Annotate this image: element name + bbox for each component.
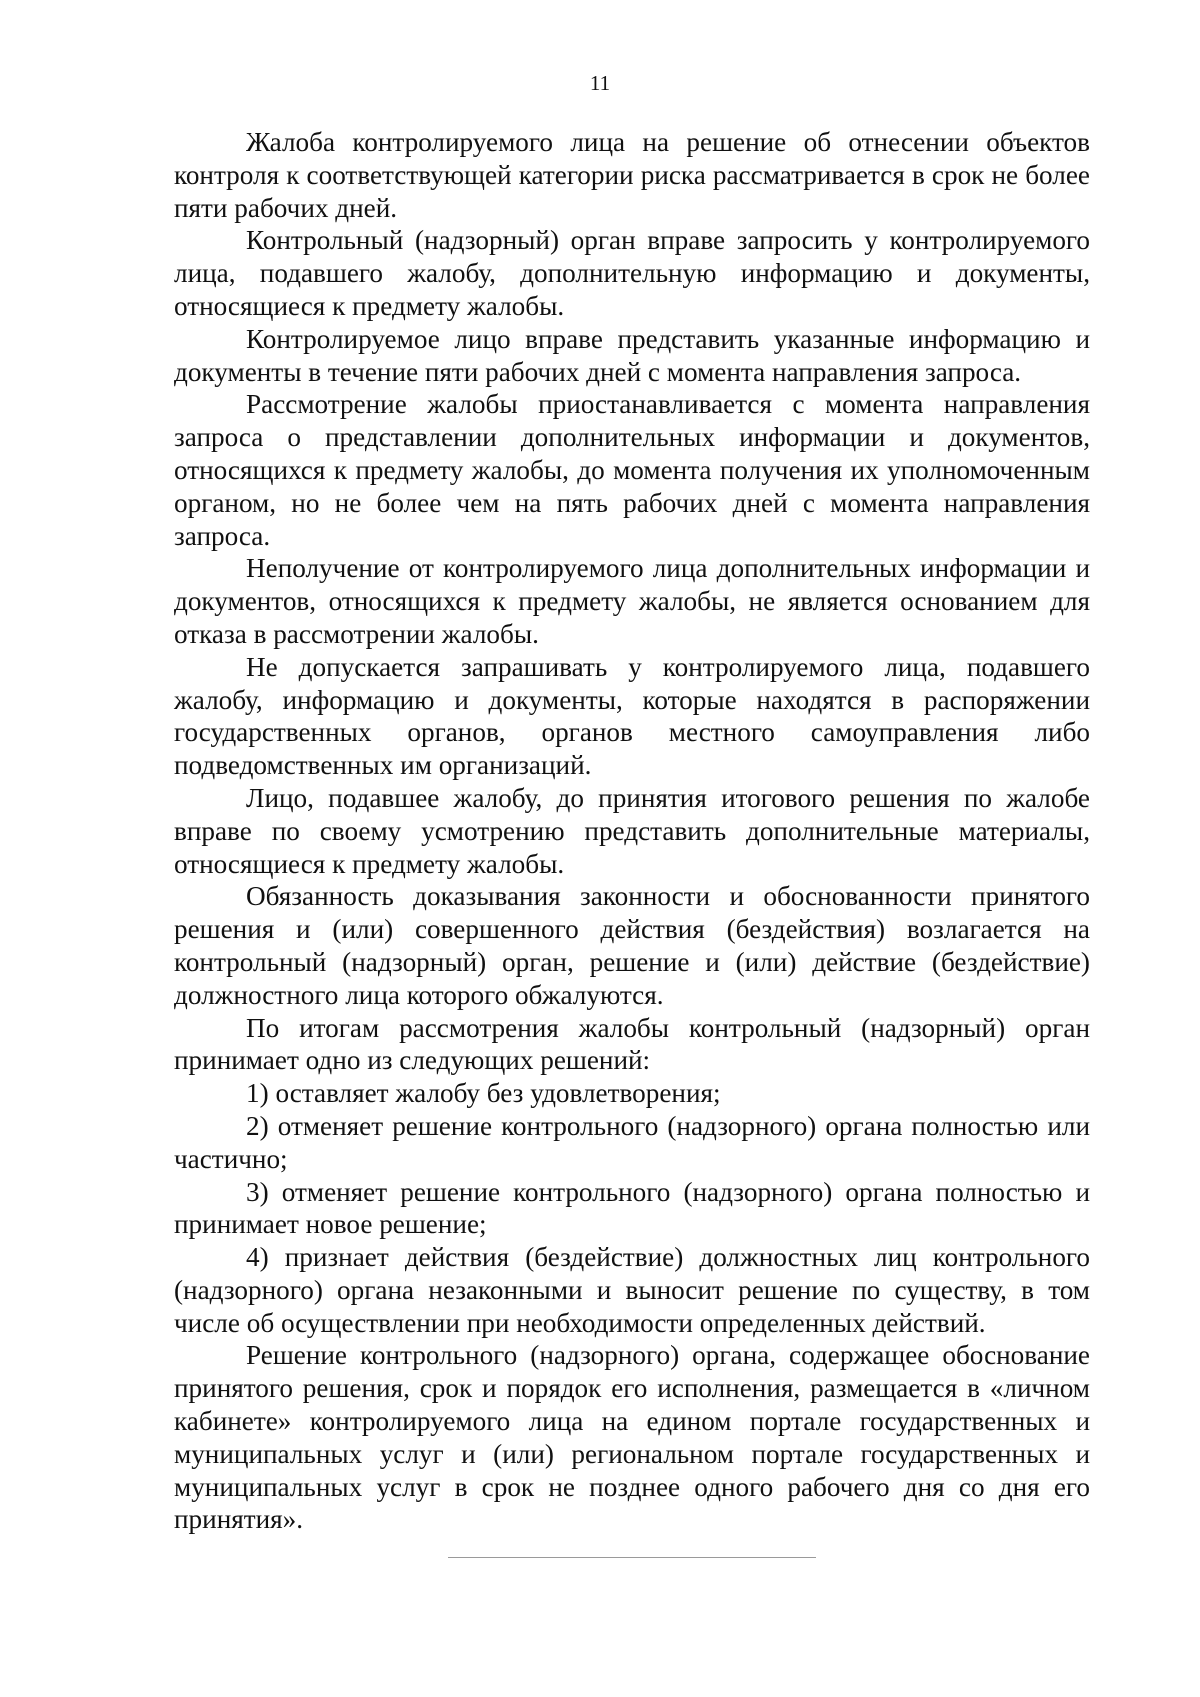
list-item-decision-3: 3) отменяет решение контрольного (надзорного) органа полностью и принимает новое решение; xyxy=(174,1176,1090,1240)
paragraph-additional-materials: Лицо, подавшее жалобу, до принятия итогового решения по жалобе вправе по своему усмотрению представить дополнительные материалы, относящиеся к предмету жалобы. xyxy=(174,782,1090,879)
paragraph-decision-publication: Решение контрольного (надзорного) органа, содержащее обоснование принятого решения, срок и порядок его исполнения, размещается в «личном кабинете» контролируемого лица на едином портале государственных и муниципальных услуг и (или) региональном портале государственных и муниципальных услуг в срок не позднее одного рабочего дня со дня его принятия». xyxy=(174,1340,1090,1535)
list-item-decision-2: 2) отменяет решение контрольного (надзорного) органа полностью или частично; xyxy=(174,1110,1090,1174)
end-separator-line xyxy=(448,1557,816,1558)
paragraph-complaint-risk-category: Жалоба контролируемого лица на решение об отнесении объектов контроля к соответствующей категории риска рассматривается в срок не более пяти рабочих дней. xyxy=(174,127,1090,223)
paragraph-decision-options-intro: По итогам рассмотрения жалобы контрольный (надзорный) орган принимает одно из следующих решений: xyxy=(174,1012,1090,1076)
list-item-decision-1: 1) оставляет жалобу без удовлетворения; xyxy=(246,1078,721,1109)
page-number: 11 xyxy=(589,71,611,95)
paragraph-request-information: Контрольный (надзорный) орган вправе запросить у контролируемого лица, подавшего жалобу, дополнительную информацию и документы, относящиеся к предмету жалобы. xyxy=(174,225,1090,321)
paragraph-suspension: Рассмотрение жалобы приостанавливается с момента направления запроса о представлении дополнительных информации и документов, относящихся к предмету жалобы, до момента получения их уполномоченным органом, но не более чем на пять рабочих дней с момента направления запроса. xyxy=(174,389,1090,551)
list-item-decision-4: 4) признает действия (бездействие) должностных лиц контрольного (надзорного) органа незаконными и выносит решение по существу, в том числе об осуществлении при необходимости определенных действий. xyxy=(174,1242,1090,1338)
paragraph-non-receipt: Неполучение от контролируемого лица дополнительных информации и документов, относящихся к предмету жалобы, не является основанием для отказа в рассмотрении жалобы. xyxy=(174,553,1090,649)
paragraph-submission-deadline: Контролируемое лицо вправе представить указанные информацию и документы в течение пяти рабочих дней с момента направления запроса. xyxy=(174,323,1090,387)
paragraph-burden-of-proof: Обязанность доказывания законности и обоснованности принятого решения и (или) совершенного действия (бездействия) возлагается на контрольный (надзорный) орган, решение и (или) действие (бездействие) должностного лица которого обжалуются. xyxy=(174,881,1090,1010)
document-body xyxy=(174,126,1090,1536)
paragraph-prohibited-requests: Не допускается запрашивать у контролируемого лица, подавшего жалобу, информацию и документы, которые находятся в распоряжении государственных органов, органов местного самоуправления либо подведомственных им организаций. xyxy=(174,651,1090,781)
